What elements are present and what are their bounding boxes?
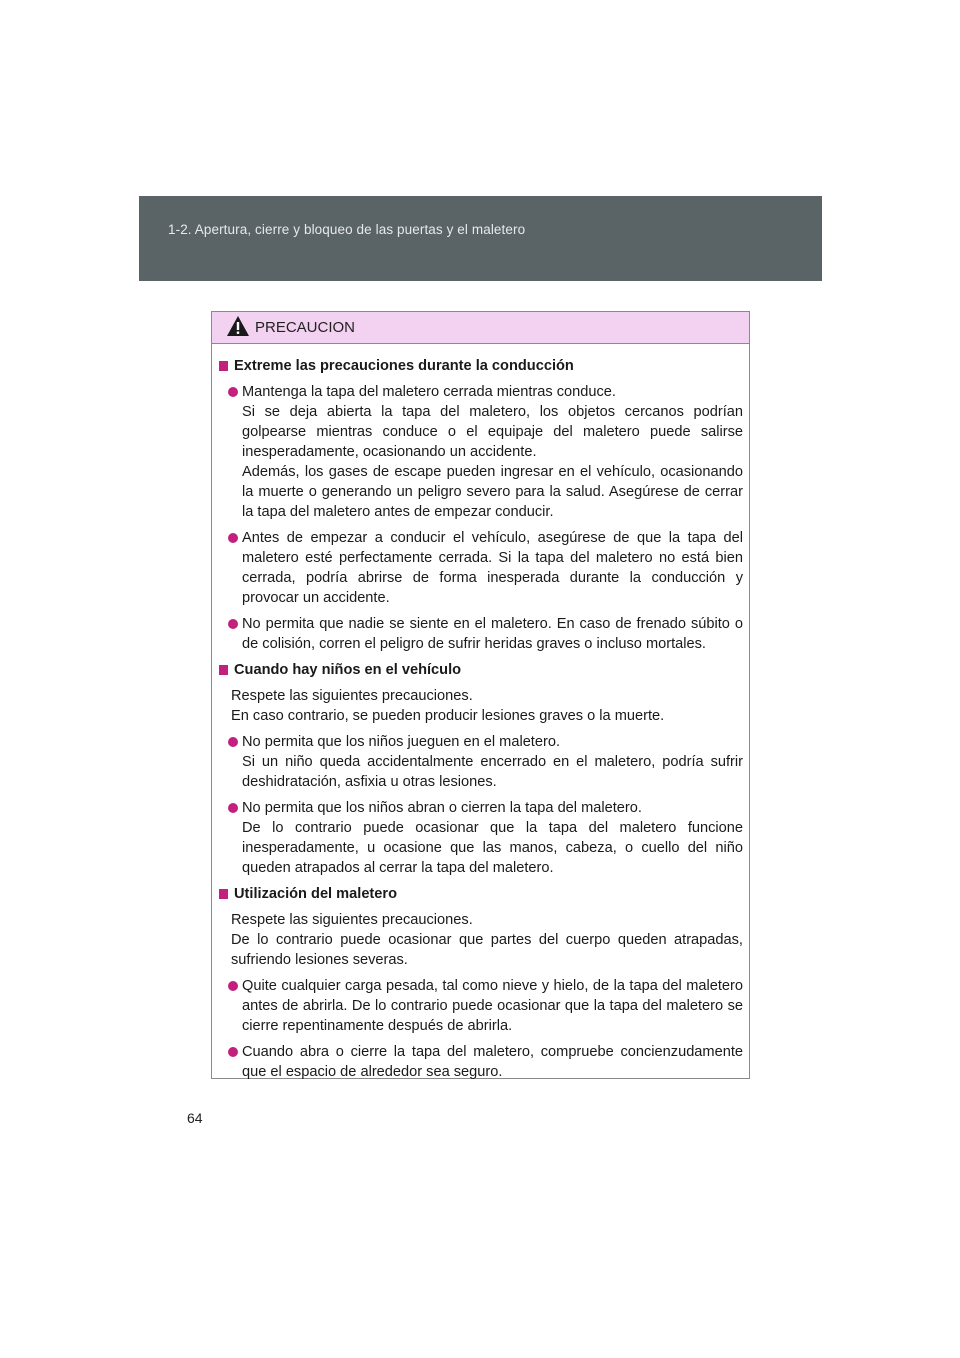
section-title: Cuando hay niños en el vehículo <box>219 660 743 680</box>
square-bullet-icon <box>219 665 228 675</box>
square-bullet-icon <box>219 361 228 371</box>
paragraph: De lo contrario puede ocasionar que la tapa del maletero funcione inesperadamente, u ocasione que las manos, cabeza, o cuello del niño queden atrapados al cerrar la tapa del maletero. <box>242 820 743 876</box>
list-item <box>219 382 743 522</box>
round-bullet-icon <box>228 619 238 629</box>
caution-title: PRECAUCION <box>255 319 356 336</box>
round-bullet-icon <box>228 981 238 991</box>
caution-section <box>219 660 743 878</box>
paragraph: Quite cualquier carga pesada, tal como nieve y hielo, de la tapa del maletero antes de abrirla. De lo contrario puede ocasionar que la tapa del maletero se cierre repentinamente después de abrirla. <box>242 978 743 1034</box>
paragraph: Mantenga la tapa del maletero cerrada mientras conduce. <box>242 384 616 400</box>
paragraph: Respete las siguientes precauciones. <box>231 912 473 928</box>
round-bullet-icon <box>228 737 238 747</box>
paragraph: Antes de empezar a conducir el vehículo, asegúrese de que la tapa del maletero esté perfectamente cerrada. Si la tapa del maletero no está bien cerrada, podría abrirse de forma inesperada durante la conducción y provocar un accidente. <box>242 530 743 606</box>
list-item <box>219 1042 743 1082</box>
page-number: 64 <box>187 1110 203 1126</box>
round-bullet-icon <box>228 533 238 543</box>
caution-panel <box>211 311 750 1079</box>
caution-section <box>219 884 743 1082</box>
section-title: Extreme las precauciones durante la conducción <box>219 356 743 376</box>
section-intro <box>219 910 743 970</box>
paragraph: En caso contrario, se pueden producir lesiones graves o la muerte. <box>231 708 665 724</box>
paragraph: Si se deja abierta la tapa del maletero, los objetos cercanos podrían golpearse mientras conduce o el equipaje del maletero puede salirse inesperadamente, ocasionando un accidente. <box>242 404 743 460</box>
section-title: Utilización del maletero <box>219 884 743 904</box>
round-bullet-icon <box>228 387 238 397</box>
paragraph: Además, los gases de escape pueden ingresar en el vehículo, ocasionando la muerte o generando un peligro severo para la salud. Asegúrese de cerrar la tapa del maletero antes de empezar conducir. <box>242 464 743 520</box>
list-item <box>219 976 743 1036</box>
chapter-header <box>139 196 822 281</box>
round-bullet-icon <box>228 803 238 813</box>
square-bullet-icon <box>219 889 228 899</box>
warning-triangle-icon <box>226 315 250 337</box>
list-item <box>219 732 743 792</box>
list-item <box>219 614 743 654</box>
paragraph: No permita que los niños jueguen en el maletero. <box>242 734 561 750</box>
chapter-title: 1-2. Apertura, cierre y bloqueo de las puertas y el maletero <box>168 222 526 237</box>
caution-body <box>212 344 749 1082</box>
section-intro <box>219 686 743 726</box>
paragraph: Si un niño queda accidentalmente encerrado en el maletero, podría sufrir deshidratación, asfixia u otras lesiones. <box>242 754 743 790</box>
caution-header <box>212 312 749 344</box>
list-item <box>219 528 743 608</box>
list-item <box>219 798 743 878</box>
paragraph: De lo contrario puede ocasionar que partes del cuerpo queden atrapadas, sufriendo lesiones severas. <box>231 932 743 968</box>
paragraph: No permita que los niños abran o cierren la tapa del maletero. <box>242 800 642 816</box>
caution-section <box>219 356 743 654</box>
round-bullet-icon <box>228 1047 238 1057</box>
paragraph: No permita que nadie se siente en el maletero. En caso de frenado súbito o de colisión, corren el peligro de sufrir heridas graves o incluso mortales. <box>242 616 743 652</box>
paragraph: Respete las siguientes precauciones. <box>231 688 473 704</box>
paragraph: Cuando abra o cierre la tapa del maletero, compruebe concienzudamente que el espacio de alrededor sea seguro. <box>242 1044 743 1080</box>
